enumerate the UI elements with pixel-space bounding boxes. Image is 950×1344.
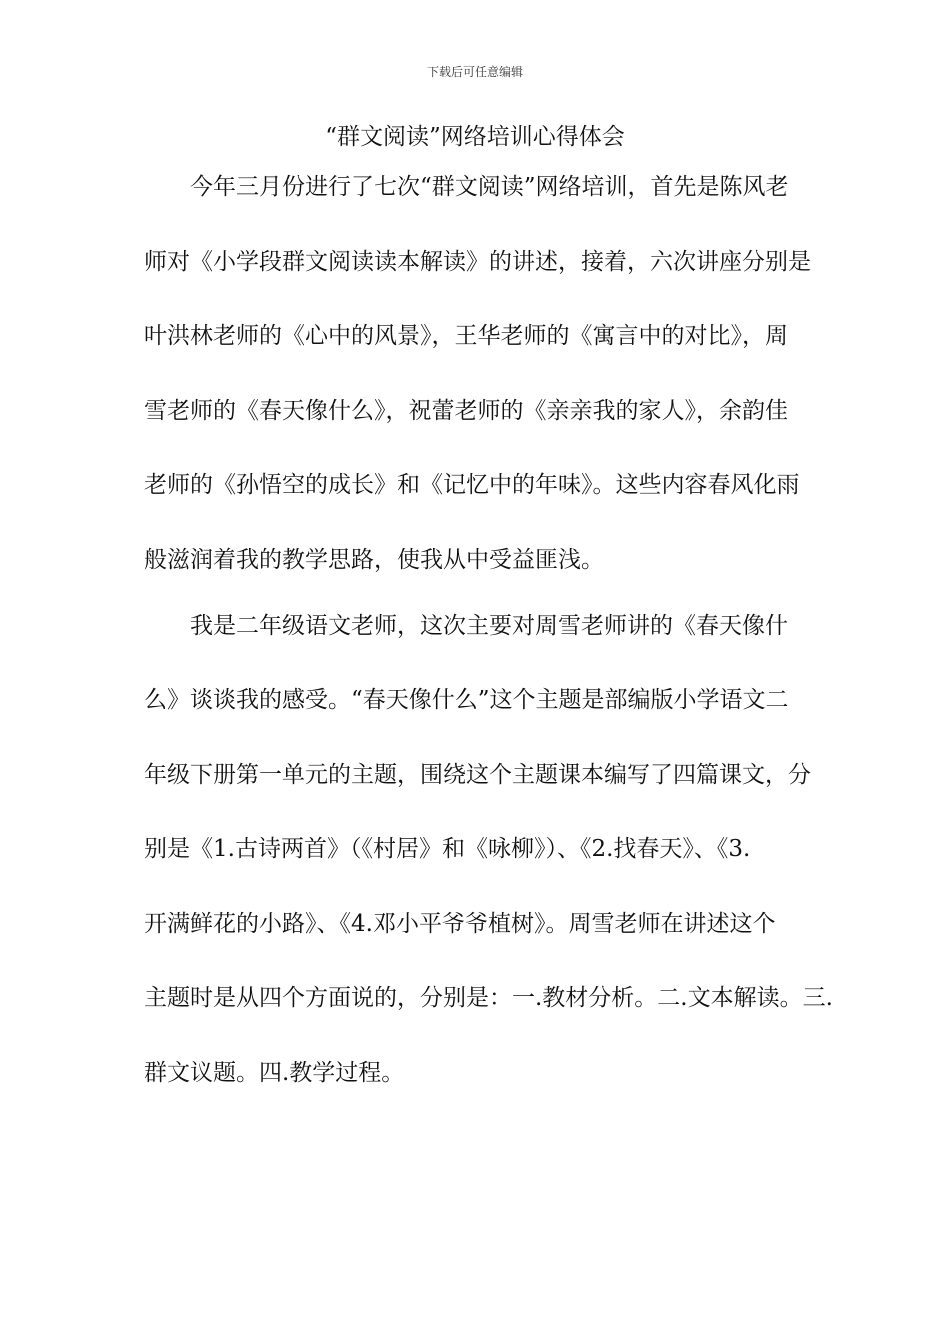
paragraph-line: 般滋润着我的教学思路，使我从中受益匪浅。 (144, 547, 604, 573)
paragraph-line: 雪老师的《春天像什么》，祝蕾老师的《亲亲我的家人》，余韵佳 (144, 398, 788, 424)
paragraph-line: 叶洪林老师的《心中的风景》，王华老师的《寓言中的对比》，周 (144, 323, 788, 349)
document-title: “群文阅读”网络培训心得体会 (325, 124, 625, 150)
page-header-note: 下载后可任意编辑 (426, 65, 523, 79)
paragraph-line: 师对《小学段群文阅读读本解读》的讲述，接着，六次讲座分别是 (144, 249, 811, 275)
paragraph-line: 开满鲜花的小路》、《4.邓小平爷爷植树》。周雪老师在讲述这个 (144, 911, 776, 937)
paragraph-line: 今年三月份进行了七次“群文阅读”网络培训，首先是陈风老 (190, 174, 789, 200)
paragraph-line: 别是《1.古诗两首》（《村居》和《咏柳》）、《2.找春天》、《3. (144, 836, 751, 862)
paragraph-line: 么》谈谈我的感受。“春天像什么”这个主题是部编版小学语文二 (144, 687, 789, 713)
paragraph-line: 老师的《孙悟空的成长》和《记忆中的年味》。这些内容春风化雨 (144, 472, 800, 498)
paragraph-line: 主题时是从四个方面说的，分别是：一.教材分析。二.文本解读。三. (144, 985, 833, 1011)
paragraph-line: 我是二年级语文老师，这次主要对周雪老师讲的《春天像什 (190, 613, 788, 639)
paragraph-line: 年级下册第一单元的主题，围绕这个主题课本编写了四篇课文，分 (144, 762, 811, 788)
paragraph-line: 群文议题。四.教学过程。 (144, 1060, 405, 1086)
